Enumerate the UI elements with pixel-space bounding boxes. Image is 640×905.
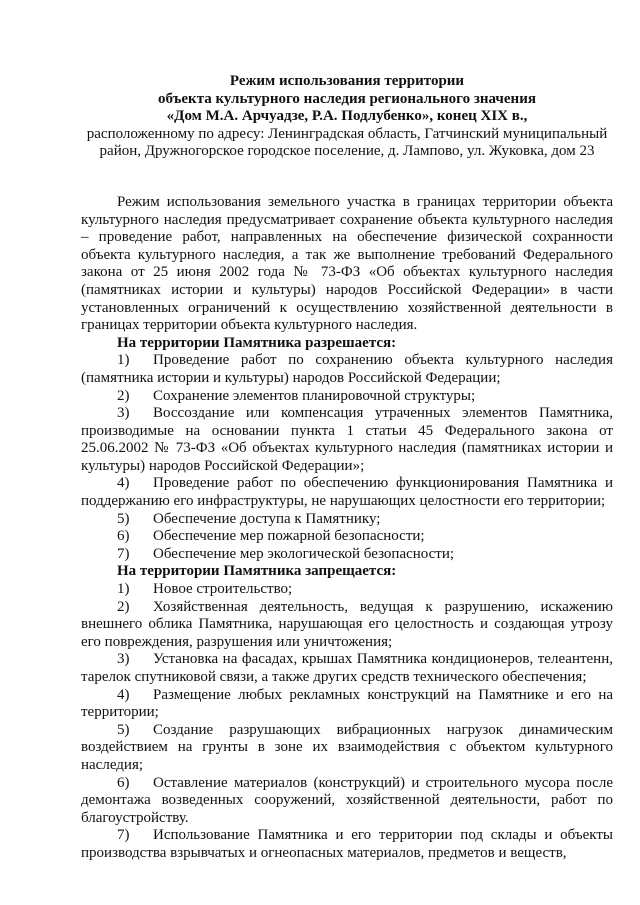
list-item [81, 528, 613, 546]
document-title [81, 73, 613, 126]
list-item [81, 546, 613, 564]
list-item-text: Обеспечение доступа к Памятнику; [153, 510, 381, 527]
list-item-number: 2) [117, 598, 130, 615]
allowed-heading: На территории Памятника разрешается: [117, 334, 397, 351]
list-item [81, 388, 613, 406]
list-item-text: Оставление материалов (конструкций) и строительного мусора после демонтажа возведенных сооружений, хозяйственной деятельности, работ по благоустройству. [81, 774, 613, 826]
list-item [81, 581, 613, 599]
list-item [81, 599, 613, 652]
list-item-text: Обеспечение мер экологической безопасности; [153, 545, 455, 562]
list-item-number: 6) [117, 528, 130, 545]
list-item [81, 687, 613, 722]
list-item-number: 4) [117, 686, 130, 703]
list-item [81, 405, 613, 475]
list-item-text: Использование Памятника и его территории под склады и объекты производства взрывчатых и огнеопасных материалов, предметов и веществ, [81, 827, 613, 861]
list-item-text: Проведение работ по обеспечению функционирования Памятника и поддержанию его инфраструктуры, не нарушающих целостности его территории; [81, 475, 613, 510]
title-line-1: Режим использования территории [229, 73, 465, 89]
list-item-number: 6) [117, 774, 130, 791]
list-item-text: Размещение любых рекламных конструкций на Памятнике и его на территории; [81, 686, 613, 721]
address-line-1: расположенному по адресу: Ленинградская область, Гатчинский муниципальный [86, 125, 608, 142]
title-spacer [81, 161, 613, 194]
list-item [81, 475, 613, 510]
list-item [81, 511, 613, 529]
list-item-text: Хозяйственная деятельность, ведущая к разрушению, искажению внешнего облика Памятника, нарушающая его целостность и создающая утрозу его повреждения, разрушения или уничтожения; [81, 598, 613, 650]
list-item-text: Обеспечение мер пожарной безопасности; [153, 528, 425, 545]
list-item-number: 3) [117, 405, 130, 422]
list-item-number: 7) [117, 827, 130, 844]
list-item-number: 3) [117, 651, 130, 668]
list-item-text: Новое строительство; [153, 581, 293, 598]
list-item-text: Установка на фасадах, крышах Памятника кондиционеров, телеантенн, тарелок спутниковой связи, а также других средств технического обеспечения; [81, 651, 613, 685]
intro-paragraph: Режим использования земельного участка в границах территории объекта культурного наследия предусматривает сохранение объекта культурного наследия – проведение работ, направленных на обеспечение физической сохранности объекта культурного наследия, а так же выполнение требований Федерального закона от 25 июня 2002 года № 73-ФЗ «Об объектах культурного наследия (памятниках истории и культуры) народов Российской Федерации» в части установленных ограничений к осуществлению хозяйственной деятельности в границах территории объекта культурного наследия. [81, 193, 613, 334]
list-item-number: 7) [117, 545, 130, 562]
list-item [81, 827, 613, 862]
list-item-text: Создание разрушающих вибрационных нагрузок динамическим воздействием на грунты в зоне их взаимодействия с объектом культурного наследия; [81, 721, 613, 773]
list-item [81, 775, 613, 828]
forbidden-list [81, 581, 613, 863]
list-item [81, 651, 613, 686]
list-item-number: 4) [117, 475, 130, 492]
title-line-2: объекта культурного наследия регионального значения [158, 90, 536, 107]
list-item-text: Воссоздание или компенсация утраченных элементов Памятника, производимые на основании пункта 1 статьи 45 Федерального закона от 25.06.2002 № 73-ФЗ «Об объектах культурного наследия (памятниках истории и культуры) народов Российской Федерации»; [81, 405, 613, 474]
list-item [81, 352, 613, 387]
allowed-list [81, 352, 613, 563]
address-line-2: район, Дружногорское городское поселение, д. Лампово, ул. Жуковка, дом 23 [99, 143, 595, 160]
list-item-number: 1) [117, 581, 130, 598]
list-item-text: Сохранение элементов планировочной структуры; [153, 387, 476, 404]
list-item-text: Проведение работ по сохранению объекта культурного наследия (памятника истории и культуры) народов Российской Федерации; [81, 352, 613, 386]
title-line-3: «Дом М.А. Арчуадзе, Р.А. Подлубенко», конец XIX в., [166, 108, 528, 125]
list-item-number: 5) [117, 510, 130, 527]
list-item [81, 722, 613, 775]
list-item-number: 1) [117, 352, 130, 369]
list-item-number: 5) [117, 721, 130, 738]
list-item-number: 2) [117, 387, 130, 404]
forbidden-heading: На территории Памятника запрещается: [117, 563, 397, 580]
